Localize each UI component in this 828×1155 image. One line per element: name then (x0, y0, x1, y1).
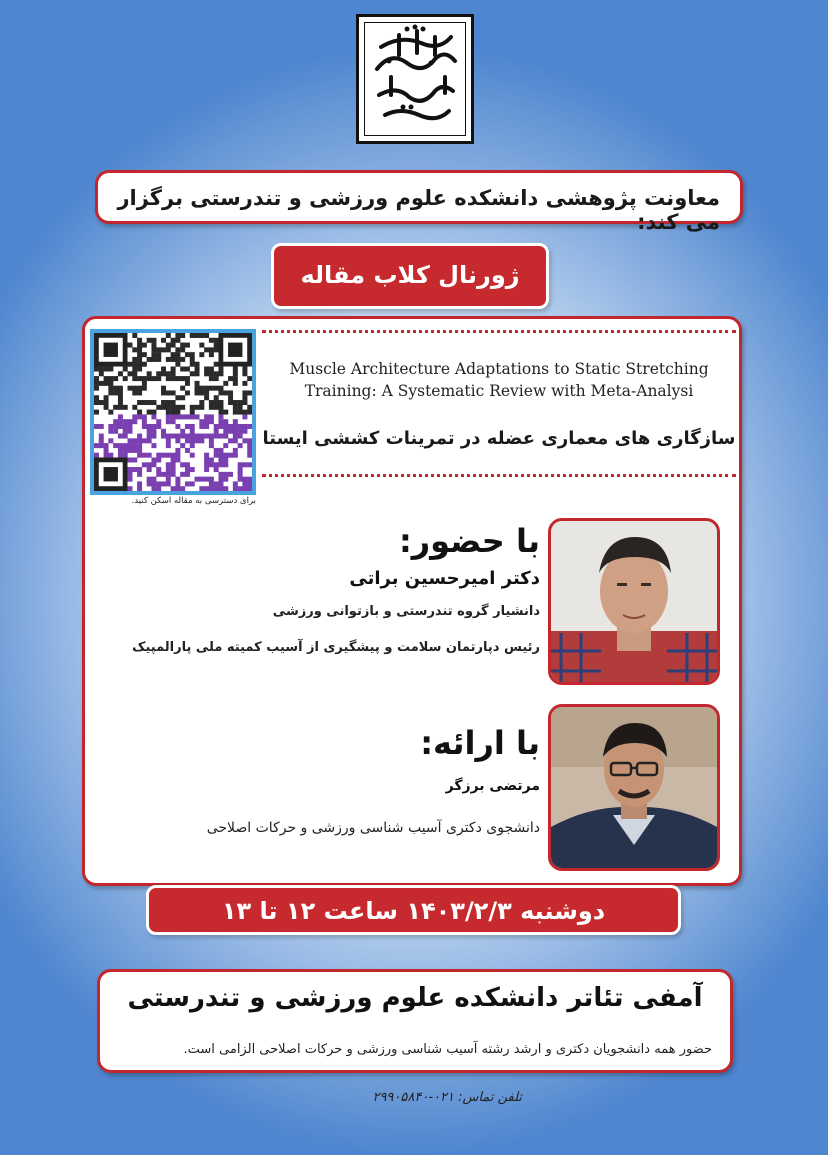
event-type-label: ژورنال کلاب مقاله (300, 261, 520, 289)
presenter-heading: با ارائه: (420, 724, 540, 762)
presenter-title: دانشجوی دکتری آسیب شناسی ورزشی و حرکات اصلاحی (206, 820, 540, 836)
attendee-name: دکتر امیرحسین براتی (349, 568, 540, 589)
contact-phone: تلفن تماس: ۰۲۱-۲۹۹۰۵۸۴۰ (372, 1090, 522, 1105)
university-logo (356, 14, 474, 144)
attendee-title-2: رئیس دپارتمان سلامت و پیشگیری از آسیب کمیته ملی پارالمپیک (132, 640, 540, 655)
article-title-persian: سازگاری های معماری عضله در تمرینات کششی ایستا (262, 428, 736, 449)
dotted-divider-top (262, 330, 736, 333)
attendee-title-1: دانشیار گروه تندرستی و بازتوانی ورزشی (272, 604, 540, 619)
presenter-photo (548, 704, 720, 871)
date-time-text: دوشنبه ۱۴۰۳/۲/۳ ساعت ۱۲ تا ۱۳ (221, 897, 606, 925)
date-time-banner (146, 885, 681, 935)
attendee-portrait-icon (551, 521, 717, 682)
qr-code-icon (94, 333, 252, 491)
article-title-english (262, 358, 736, 402)
event-type-banner (271, 243, 549, 309)
attendee-photo (548, 518, 720, 685)
qr-code[interactable] (90, 329, 256, 495)
attendee-heading: با حضور: (398, 522, 540, 560)
article-title-english-line2: Training: A Systematic Review with Meta-Analysi (304, 382, 694, 400)
venue-title: آمفی تئاتر دانشکده علوم ورزشی و تندرستی (127, 983, 703, 1013)
article-title-english-line1: Muscle Architecture Adaptations to Static Stretching (289, 360, 709, 378)
presenter-name: مرتضی برزگر (445, 778, 540, 794)
qr-instruction: برای دسترسی به مقاله اسکن کنید. (131, 496, 256, 506)
intro-box (95, 170, 743, 234)
dotted-divider-bottom (262, 474, 736, 477)
logo-calligraphy-icon (359, 17, 471, 141)
intro-text: معاونت پژوهشی دانشکده علوم ورزشی و تندرستی برگزار می کند: (117, 186, 720, 234)
presenter-portrait-icon (551, 707, 717, 868)
attendance-note: حضور همه دانشجویان دکتری و ارشد رشته آسیب شناسی ورزشی و حرکات اصلاحی الزامی است. (183, 1042, 712, 1057)
